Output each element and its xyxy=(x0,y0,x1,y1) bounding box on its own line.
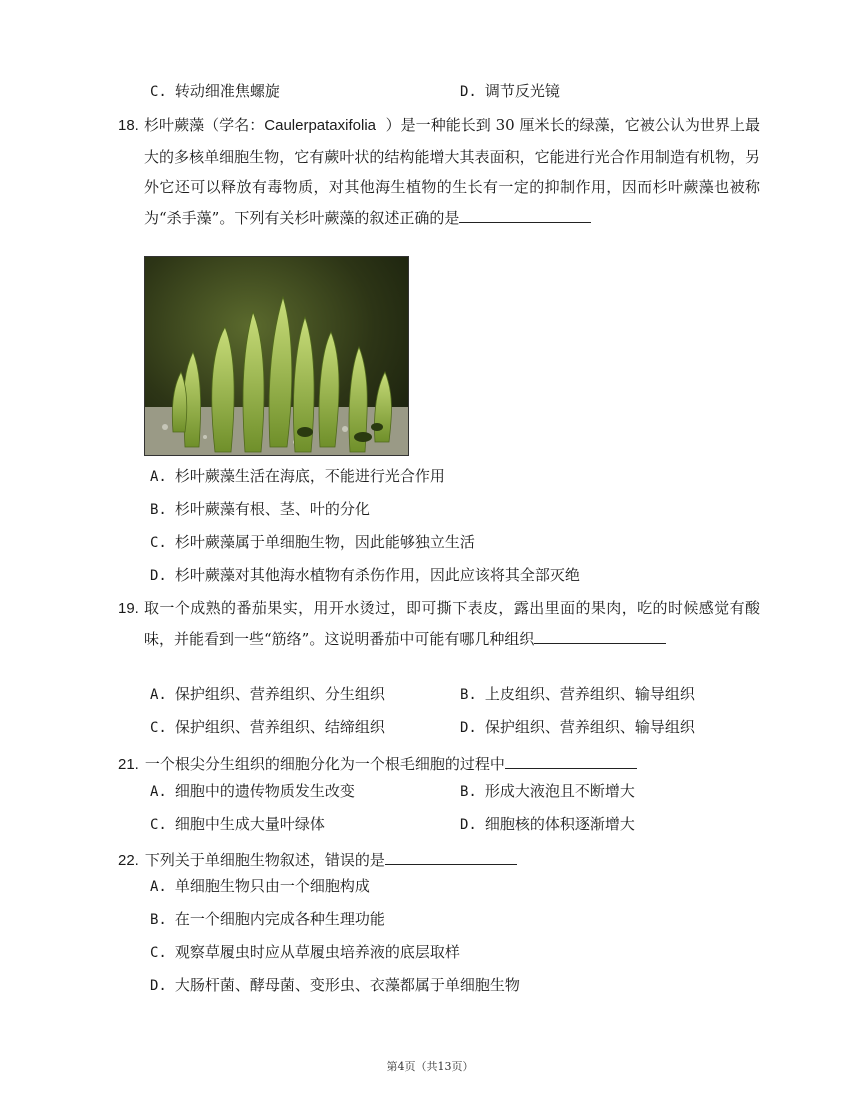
q22-question: 22. 下列关于单细胞生物叙述，错误的是 xyxy=(118,848,517,871)
q18-option-d: D. 杉叶蕨藻对其他海水植物有杀伤作用，因此应该将其全部灭绝 xyxy=(150,566,580,584)
q19-option-c: C. 保护组织、营养组织、结缔组织 xyxy=(150,718,385,736)
caulerpa-photo xyxy=(144,256,409,456)
answer-blank[interactable] xyxy=(459,206,591,223)
option-text: 转动细准焦螺旋 xyxy=(174,82,280,100)
q19-option-b: B. 上皮组织、营养组织、输导组织 xyxy=(460,685,695,703)
q22-option-b: B. 在一个细胞内完成各种生理功能 xyxy=(150,910,385,928)
answer-blank[interactable] xyxy=(385,848,517,865)
answer-blank[interactable] xyxy=(505,752,637,769)
page-footer: 第4页（共13页） xyxy=(386,1060,474,1073)
q19-option-a: A. 保护组织、营养组织、分生组织 xyxy=(150,685,385,703)
q19-option-d: D. 保护组织、营养组织、输导组织 xyxy=(460,718,695,736)
q21-option-b: B. 形成大液泡且不断增大 xyxy=(460,782,635,800)
q18-stem: 杉叶蕨藻（学名：Caulerpataxifolia ）是一种能长到 30 厘米长的绿藻，它被公认为世界上最大的多核单细胞生物，它有蕨叶状的结构能增大其表面积，它能进行光合作用制造有机物，另外它还可以释放有毒物质，对其他海生植物的生长有一定的抑制作用，因而杉叶蕨藻也被称为“杀手藻”。下列有关杉叶蕨藻的叙述正确的是 xyxy=(144,116,760,227)
q22-option-d: D. 大肠杆菌、酵母菌、变形虫、衣藻都属于单细胞生物 xyxy=(150,976,520,994)
q21-option-c: C. 细胞中生成大量叶绿体 xyxy=(150,815,325,833)
q18-number: 18. xyxy=(118,117,139,134)
seaweed-illustration xyxy=(145,257,408,455)
q17-option-c xyxy=(150,81,280,102)
q18-option-a: A. 杉叶蕨藻生活在海底，不能进行光合作用 xyxy=(150,467,445,485)
answer-blank[interactable] xyxy=(534,627,666,644)
q21-question: 21. 一个根尖分生组织的细胞分化为一个根毛细胞的过程中 xyxy=(118,752,637,775)
q19-stem: 取一个成熟的番茄果实，用开水烫过，即可撕下表皮，露出里面的果肉，吃的时候感觉有酸味，并能看到一些“筋络”。这说明番茄中可能有哪几种组织 xyxy=(144,599,760,648)
latin-name: Caulerpataxifolia xyxy=(264,117,376,134)
option-letter: C. xyxy=(150,84,167,100)
q18-option-b: B. 杉叶蕨藻有根、茎、叶的分化 xyxy=(150,500,370,518)
q19-number: 19. xyxy=(118,600,139,617)
q17-option-d xyxy=(460,81,560,102)
q21-option-d: D. 细胞核的体积逐渐增大 xyxy=(460,815,635,833)
q18-option-c: C. 杉叶蕨藻属于单细胞生物，因此能够独立生活 xyxy=(150,533,475,551)
option-letter: D. xyxy=(460,84,477,100)
q21-option-a: A. 细胞中的遗传物质发生改变 xyxy=(150,782,355,800)
option-text: 调节反光镜 xyxy=(484,82,560,100)
q22-option-c: C. 观察草履虫时应从草履虫培养液的底层取样 xyxy=(150,943,460,961)
q22-option-a: A. 单细胞生物只由一个细胞构成 xyxy=(150,877,370,895)
